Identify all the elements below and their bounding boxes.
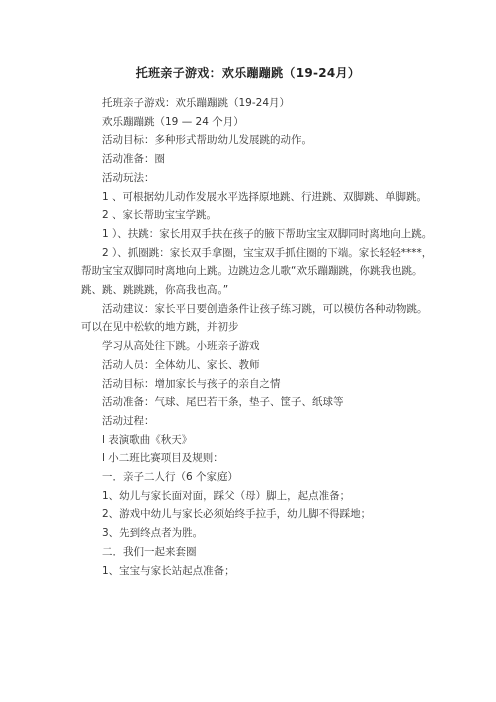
paragraph-rule-1: 1、幼儿与家长面对面，踩父（母）脚上，起点准备； bbox=[102, 489, 351, 502]
paragraph-preparation: 活动准备：圈 bbox=[102, 153, 165, 166]
paragraph-play-heading: 活动玩法： bbox=[102, 171, 155, 184]
paragraph-participants: 活动人员：全体幼儿、家长、教师 bbox=[102, 358, 260, 371]
paragraph-title-repeat: 托班亲子游戏：欢乐蹦蹦跳（19-24月） bbox=[102, 97, 291, 109]
paragraph-subtitle: 欢乐蹦蹦跳（19 — 24 个月） bbox=[102, 115, 244, 128]
paragraph-rules-heading: l 小二班比赛项目及规则： bbox=[102, 452, 224, 465]
paragraph-song: l 表演歌曲《秋天》 bbox=[102, 433, 193, 446]
paragraph-step-2: 2 、家长帮助宝宝学跳。 bbox=[102, 209, 218, 222]
paragraph-goal-2: 活动目标：增加家长与孩子的亲自之情 bbox=[102, 377, 281, 390]
paragraph-rule-2: 2、游戏中幼儿与家长必须始终手拉手，幼儿脚不得踩地； bbox=[102, 508, 372, 521]
paragraph-rule-3: 3、先到终点者为胜。 bbox=[102, 527, 204, 540]
paragraph-preparation-2: 活动准备：气球、尾巴若干条，垫子、筐子、纸球等 bbox=[102, 396, 344, 409]
paragraph-section-1: 一．亲子二人行（6 个家庭） bbox=[102, 471, 239, 484]
document-body bbox=[81, 94, 435, 580]
paragraph-goal: 活动目标：多种形式帮助幼儿发展跳的动作。 bbox=[102, 134, 312, 147]
paragraph-substep-1: 1 ）、扶跳：家长用双手扶在孩子的腋下帮助宝宝双脚同时离地向上跳。 bbox=[102, 227, 433, 240]
paragraph-process-heading: 活动过程： bbox=[102, 414, 155, 427]
paragraph-suggestion: 活动建议：家长平日要创造条件让孩子练习跳，可以模仿各种动物跳。可以在见中松软的地方跳，并初步 bbox=[81, 302, 428, 334]
paragraph-section-2: 二．我们一起来套圈 bbox=[102, 545, 197, 558]
paragraph-substep-2: 2 ）、抓圈跳：家长双手拿圈，宝宝双手抓住圈的下端。家长轻轻****，帮助宝宝双脚同时离地向上跳。边跳边念儿歌“欢乐蹦蹦跳，你跳我也跳。跳、跳、跳跳跳，你高我也高。” bbox=[81, 246, 433, 297]
paragraph-step-1: 1 、可根据幼儿动作发展水平选择原地跳、行进跳、双脚跳、单脚跳。 bbox=[102, 190, 428, 203]
paragraph-suggestion-continued: 学习从高处往下跳。小班亲子游戏 bbox=[102, 340, 260, 353]
paragraph-section-2-rule-1: 1、宝宝与家长站起点准备； bbox=[102, 564, 235, 577]
document-title: 托班亲子游戏：欢乐蹦蹦跳（19-24月） bbox=[135, 66, 361, 80]
